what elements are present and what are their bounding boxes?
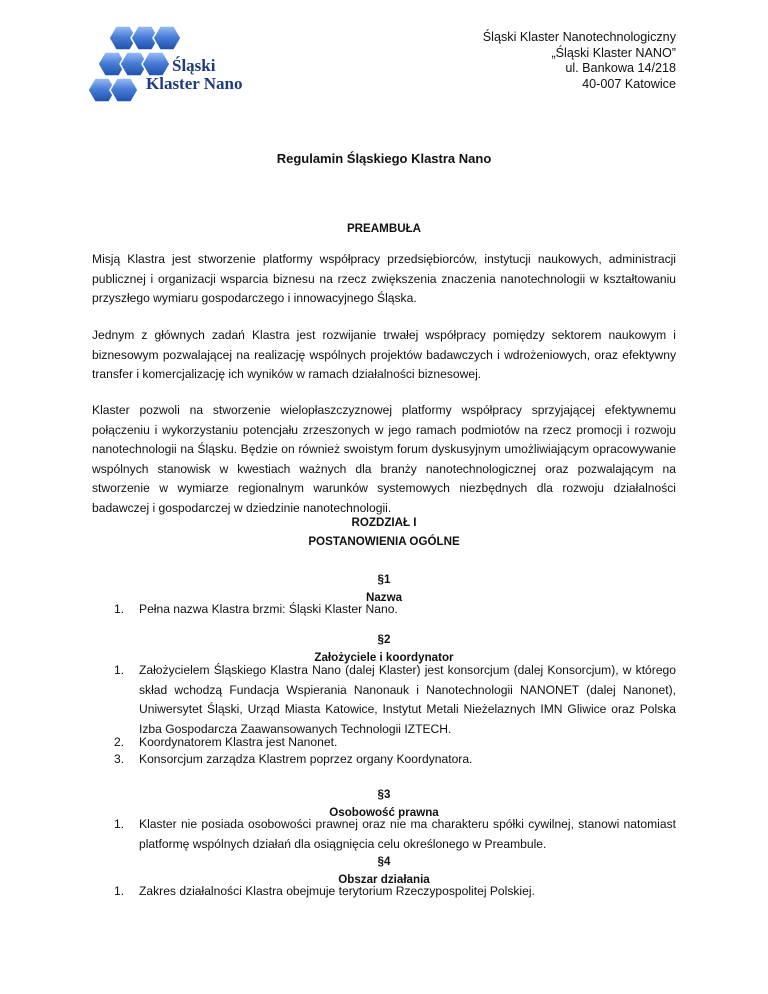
preamble-heading: PREAMBUŁA <box>346 222 422 235</box>
list-item-text: Konsorcjum zarządza Klastrem poprzez organy Koordynatora. <box>139 752 473 766</box>
list-item-number: 3. <box>114 752 125 766</box>
preamble-paragraph: Misją Klastra jest stworzenie platformy współpracy przedsiębiorców, instytucji naukowych, administracji publicznej i organizacji wsparcia biznesu na rzecz zwiększenia znaczenia nanotechnologii w kształtowaniu przyszłego wymiaru gospodarczego i innowacyjnego Śląska. <box>92 252 676 306</box>
list-item-text: Koordynatorem Klastra jest Nanonet. <box>139 735 338 749</box>
section-heading: Obszar działania <box>338 873 430 886</box>
chapter-number: ROZDZIAŁ I <box>351 516 417 529</box>
section-symbol: §1 <box>377 573 391 586</box>
address-block <box>483 30 676 92</box>
list-item-text: Założycielem Śląskiego Klastra Nano (dalej Klaster) jest konsorcjum (dalej Konsorcjum), w którego skład wchodzą Fundacja Wspierania Nanonauk i Nanotechnologii NANONET (dalej Nanonet), Uniwersytet Śląski, Urząd Miasta Katowice, Instytut Metali Nieżelaznych IMN Gliwice oraz Polska Izba Gospodarcza Zaawansowanych Technologii IZTECH. <box>139 663 676 736</box>
list-item-number: 1. <box>114 663 125 677</box>
list-item-number: 1. <box>114 817 125 831</box>
section-heading: Nazwa <box>365 591 403 604</box>
section-symbol: §4 <box>377 855 391 868</box>
section-symbol: §3 <box>377 788 391 801</box>
list-item-text: Klaster nie posiada osobowości prawnej oraz nie ma charakteru spółki cywilnej, stanowi natomiast platformę wspólnych działań dla osiągnięcia celu określonego w Preambule. <box>139 817 676 851</box>
list-item-number: 1. <box>114 884 125 898</box>
address-line: ul. Bankowa 14/218 <box>565 61 676 75</box>
address-line: „Śląski Klaster NANO” <box>551 45 676 60</box>
preamble-paragraph: Jednym z głównych zadań Klastra jest rozwijanie trwałej współpracy pomiędzy sektorem naukowym i biznesowym pozwalającej na realizację wspólnych projektów badawczych i wdrożeniowych, oraz efektywny transfer i komercjalizację ich wyników w ramach działalności biznesowej. <box>92 328 676 382</box>
section-heading: Osobowość prawna <box>329 806 439 819</box>
document-title: Regulamin Śląskiego Klastra Nano <box>276 151 492 166</box>
list-item-number: 1. <box>114 602 125 616</box>
logo-text-line1: Śląski <box>172 56 216 75</box>
address-line: Śląski Klaster Nanotechnologiczny <box>482 30 676 44</box>
section-heading: Założyciele i koordynator <box>314 651 454 664</box>
preamble-paragraph: Klaster pozwoli na stworzenie wielopłaszczyznowej platformy współpracy sprzyjającej efektywnemu połączeniu i wykorzystaniu potencjału zrzeszonych w jego ramach podmiotów na rzecz promocji i rozwoju nanotechnologii na Śląsku. Będzie on również swoistym forum dyskusyjnym umożliwiającym opracowywanie wspólnych stanowisk w kwestiach ważnych dla branży nanotechnologicznej oraz pozwalającym na stworzenie w wymiarze regionalnym warunków systemowych niezbędnych dla rozwoju działalności badawczej i gospodarczej w dziedzinie nanotechnologii. <box>92 403 676 515</box>
address-line: 40-007 Katowice <box>582 76 676 91</box>
list-item-number: 2. <box>114 735 125 749</box>
logo-text-line2: Klaster Nano <box>146 74 243 93</box>
section-symbol: §2 <box>377 633 391 646</box>
list-item-text: Pełna nazwa Klastra brzmi: Śląski Klaster Nano. <box>139 602 398 616</box>
list-item-text: Zakres działalności Klastra obejmuje terytorium Rzeczypospolitej Polskiej. <box>139 884 535 898</box>
chapter-name: POSTANOWIENIA OGÓLNE <box>308 535 460 548</box>
